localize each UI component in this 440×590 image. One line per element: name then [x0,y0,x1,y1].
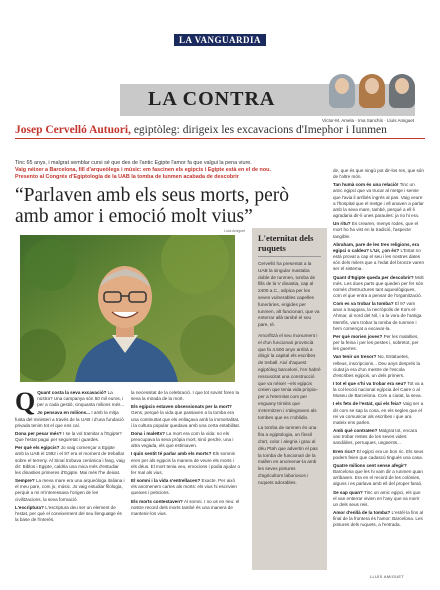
interview-question: Sempre? [15,478,35,484]
interview-question: I els fets de l'estat, qui els feia? [333,401,402,407]
interview-answer: I se la vol tramitar a l'Egipte? Que l'estat pagui per seguretat i guardes. [15,430,122,443]
interview-answer: L'estèl·la fins al final de la frontera és l'amor: Barcelona. Les pintures dels ruquets, a l'entrada. [333,509,424,528]
intro-summary [15,160,285,181]
interview-question: L'escriptura? [15,504,44,510]
interview-question: I tot el que s'hi va trobar era seu? [333,381,407,386]
interview-column-1 [15,387,125,525]
interview-answer: Molt més. Les dues parts que queden per fer són només d'estructures tant aqueològiques, com el que entra a pensar de l'organització. [333,274,424,298]
interview-question: Per què morien joves? [333,333,383,339]
interviewee-name: Josep Cervelló Autuori, [15,124,131,136]
interview-answer: No. Estatuetes, relleus, inscripcions... Deu anys després la ciutat ja era d'un mestre de l'escola d'escribes egipcis, un dels primers. [333,354,421,378]
interview-question: Amb què contraïen? [333,428,378,434]
interview-question: Com es va trobar la tomba? [333,301,394,307]
interview-question: Eren rics? [333,448,356,454]
sidebar-paragraph: La tomba de Iunmen és una fita a egiptologia, un fòssil d'art, color i alegria i grau al déu Ptah que advertin el pas la tomba de funcionari de la mallen en anomenar-la amb les seves pintures d'agricultors laboriosos i ruquets adorables. [258,425,318,485]
interview-question: Quant costa la seva excavació? [37,390,107,395]
interview-question: Dona i maleïts? [131,430,165,436]
interview-question: Quatre milions cent sense afegir? [333,462,407,468]
sidebar-paragraph: Amorfitzà el seu monument i el d'un funcionari provincià que fa 4.500 anys arribà a dirigir la capital els escribes de treball. Així d'aquest egiptòleg barceloní, l'en habré ressuscitat una construcció que va néixer –els egipcis creien que tenia vida pròpia– per a l'eternitat com per enguany trimitis que s'eternitzen i s'alegraven als tombes que es n'oblidin. [258,332,321,420]
interview-question: Van tenir un tresor? [333,354,377,360]
sidebar-box-title: L'eternitat dels ruquets [258,234,321,257]
interview-answer: El 97 vam anar a Saqqara, la necròpolis de Kom el-Ahmar, al nord del Nil, i a la vora de l'antiga Memfis, vam trobar la tomba de Iunmen i hem començat a excavar-la. [333,301,422,331]
interview-answer: L'Estat no està provat a cap el seu i les nostres dates són dels milers que a l'edat del bronze varen ser el sistema. [333,247,425,272]
author-portrait [359,74,385,108]
interview-question: Se sap quan? [333,489,363,495]
photo-credit: Lluís Amiguet [224,229,246,233]
interview-question: Abraham, pare de les tres religions, era egipci o caldeu? L'Ur, ¿on és? [333,241,420,253]
intro-line: Presento al Congrés d'Egiptologia de la UAB la tomba de Iunmen acabada de descobrir [15,174,239,180]
interview-answer: Vaig ser a dir com se sap la cosa, en els segles que el rei va comunicar als escribes i que ara mateix ens parlen. [333,401,424,425]
sidebar-paragraph: Cervelló ha presentat a la UAB la singular mastaba doble de Iunmen, tomba de fills de la V dinastia, cap al 2400 a.C., atípica per les seves vulnerables capelles funeràries, erigides per Iunmen, alt funcionari, que va enterrar allà també el seu pare, Ié. [258,261,320,328]
interview-answer: Els somnis eren per als egipcis la manera de veure els morts i els déus. El mort tenia veu, emocions i podia ajudar o fer mal als vius. [131,451,241,475]
interview-column-3 [333,168,425,530]
interview-question: Dona per pesar més? [15,430,62,436]
interview-question: Un ritu? [333,221,351,227]
interview-question: Els morts contestaven? [131,498,183,504]
interview-answer: L'escriptura deu ser un element de l'estat, per què el coneixement del seu llenguatge és la base de l'interès. [15,504,122,522]
interview-answer: Exacte. Per això els anomenem cartes als morts: els vius hi escrivien queixes i peticions. [131,478,237,496]
interview-answer: de, que és que ningú pot dir-los res, que són de l'altre món. [333,168,424,180]
interview-question: Els egipcis estaven obsessionats per la mort? [131,404,232,410]
sidebar-box-body [258,261,321,487]
interview-answer: Gens, perquè la vida que passaven a la tomba era una continuïtat que els enllaçava amb la immortalitat, i la cultura popular quedava amb una certa estabilitat. [131,410,241,428]
intro-line: Tinc 65 anys, i malgrat semblar cursi sé que des de l'antic Egipte l'amor fa que valgui la pena viure. [15,160,252,166]
interview-answer: I amb la mitja fusta del ministeri a través de la UAB i d'una fundació privada tenim tot el que ens cal. [15,410,124,428]
article-headline [15,124,425,139]
interview-answer: Al somni. I no us en rieu: el nostre record dels morts també és una manera de mantenir-los vius. [131,498,240,516]
photographer-credit: LLUÍS AMIGUET [370,574,405,579]
author-portrait [329,74,355,108]
interviewee-photo [20,235,235,382]
interview-answer: Tinc un amic egipci que va trucar al metge i sense que l'avia li arribés ingrés al pas. Vaig veure a l'hospital que el metge i ell anaven a parlar amb la seva mare, també, perquè a ell li agradaria dir-li unes paraules: ja no hi era. [333,182,424,219]
interview-question: Quant d'Egipte queda per descobrir? [333,274,414,280]
portrait-photo-icon [20,235,235,382]
interview-answer: Tot va a la col·lecció nacional egípcia del Caire o al Museu de Barcelona. Com a ciutat, la seva. [333,381,424,399]
interview-question: El somni i la vida s'entrellacen? [131,478,201,484]
interview-question: Tan humà com és una relació! [333,182,399,188]
interview-answer: Tinc un amic egipci, els que el van enterrar vivien en l'any que va morir un dels seus reis. [333,489,421,507]
interview-answer: Es crearen, menys rodes, que el mort ho ha vist en la tradició, l'aspecte tangible. [333,221,419,239]
interview-answer: la necessitat de la celebració. I que tot sovint foren la seva la mirada de la mort. [131,390,240,402]
author-names: Víctor-M. Amela · Ima Sanchís · Lluís Amiguet [322,118,415,123]
interview-column-2 [131,390,241,519]
interview-answer: Malgrat tot, encara van trobar restes de les seves vides: sandàlies, perruques, ungüents... [333,428,418,446]
masthead-label: LA VANGUARDIA [174,34,266,46]
interview-answer: La nostra? Una campanya són 50 mil euros, i per a cada gestió, cinquanta milions més... [37,390,125,408]
interview-answer: Jo vaig començar a Egipte amb la UAB el 1992 i el 97 era el moment de treballar sobre el terreny. Al Sinaí trobava ceràmica i fang, vaig dir: Biblos i Egipte, caldria una mica més d'estudiar les dinasties primeres d'Egipte. Mai més l'he deixat. [15,445,125,475]
interview-question: Amor d'enllà de la tomba? [333,509,391,515]
interview-answer: La mort era com la vida: no els preocupava la seva pròpia mort, sinó perdre, una i altra vegada, els que estimaven. [131,430,234,449]
interview-question: I quin sentit té parlar amb els morts? [131,451,212,457]
drop-cap: Q [15,387,36,416]
interview-answer: El egipci era un bon ric. Els seus poders feien que cadascú tingués una casa. [333,448,424,460]
interview-question: Jo pensava en milions... [37,410,91,416]
newspaper-masthead [0,30,440,44]
sidebar-box [252,228,327,570]
intro-line: Vaig néixer a Barcelona, fill d'arqueòlegs i músic: em fascinen els egipcis i Egipte està en el de nou. [15,167,271,173]
interview-answer: Barcelona que les hi vam dir a Iunmen quan arribaven. Era en el record de les colònies, alguns i es parlava amb ell del proper faraó. [333,469,423,487]
interview-question: Per què els egipcis? [15,445,60,451]
pull-quote: “Parlaven amb els seus morts, però amb amor i emoció molt vius” [15,185,290,227]
author-portraits [325,66,425,114]
author-portrait [389,74,415,108]
section-title: LA CONTRA [148,88,276,110]
interviewee-role: egiptòleg: dirigeix les excavacions d'Imephor i Iunmen [130,124,387,136]
interview-answer: Per les malalties, per la feina i per les pestes i, sobretot, per les guerres. [333,333,419,352]
interview-answer: La meva mare era una arqueòloga italiana i el meu pare, com jo, músic. Jo vaig estudiar filologia, perquè a mi m'interessava l'origen de les civilitzacions, la seva formació. [15,478,125,502]
